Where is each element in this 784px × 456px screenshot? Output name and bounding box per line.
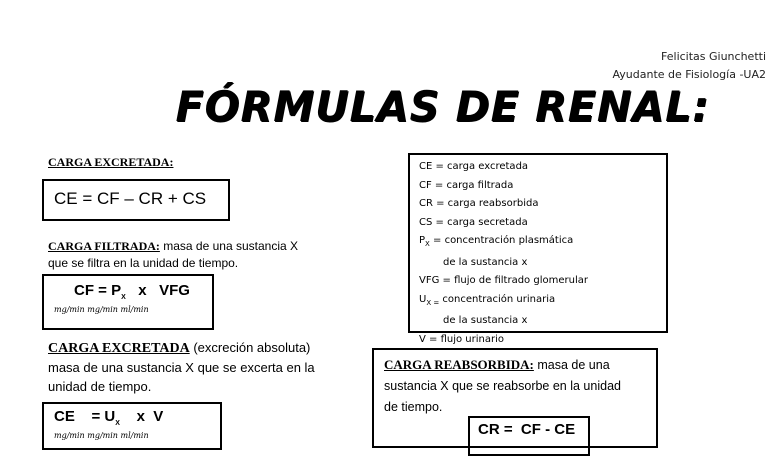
carga-reabsorbida-desc-1: masa de una [537, 358, 610, 372]
legend-px-sub: X [425, 240, 430, 248]
carga-excretada-abs-desc-3: unidad de tiempo. [48, 379, 152, 394]
legend-px-desc: = concentración plasmática [429, 235, 574, 246]
formula-sub: X [121, 294, 126, 301]
carga-reabsorbida-desc-3: de tiempo. [384, 400, 443, 414]
carga-reabsorbida-formula-box [468, 416, 590, 456]
legend-item-px [419, 232, 588, 254]
legend-item-ux-cont: de la sustancia x [443, 315, 528, 326]
formula-sub: X [115, 420, 120, 427]
legend-px-letter: P [419, 235, 426, 246]
formula-rhs: x V [119, 408, 164, 425]
carga-reabsorbida-box [372, 348, 658, 448]
carga-filtrada-formula-box [42, 274, 214, 330]
carga-filtrada-desc-2: que se filtra en la unidad de tiempo. [48, 256, 239, 270]
formula-rhs: x VFG [125, 282, 190, 299]
carga-excretada-abs-units: mg/min mg/min ml/min [54, 431, 149, 440]
carga-reabsorbida-desc-2: sustancia X que se reabsorbe en la unidad [384, 379, 621, 393]
legend-item-cs: CS = carga secretada [419, 216, 528, 228]
carga-excretada-abs-formula-box [42, 402, 222, 450]
legend-box [408, 153, 668, 345]
carga-filtrada-text [48, 238, 348, 272]
legend-item-cr: CR = carga reabsorbida [419, 198, 539, 209]
carga-reabsorbida-text [384, 354, 654, 418]
legend-item-px-cont: de la sustancia x [443, 256, 528, 268]
legend-ux-letter: U [419, 293, 427, 305]
carga-excretada-abs-heading: CARGA EXCRETADA [48, 341, 190, 356]
page-title: FÓRMULAS DE RENAL: [175, 82, 710, 131]
carga-filtrada-heading: CARGA FILTRADA: [48, 239, 160, 253]
legend-item-vfg: VFG = flujo de filtrado glomerular [419, 275, 588, 286]
carga-excretada-abs-desc-2: masa de una sustancia X que se excerta en la [48, 360, 315, 375]
carga-filtrada-formula [74, 282, 190, 301]
carga-excretada-abs-paren: (excreción absoluta) [193, 340, 311, 355]
carga-filtrada-units: mg/min mg/min ml/min [54, 305, 149, 314]
carga-excretada-abs-text [48, 338, 348, 396]
formula-lhs: CF = P [74, 282, 122, 299]
legend-item-ux [419, 291, 588, 313]
carga-excretada-abs-formula [54, 408, 163, 427]
author-block [613, 48, 766, 84]
carga-excretada-formula-box [42, 179, 230, 221]
legend-list [419, 158, 588, 349]
carga-excretada-heading: CARGA EXCRETADA: [48, 155, 174, 169]
legend-item-v: V = flujo urinario [419, 333, 504, 345]
carga-filtrada-desc-1: masa de una sustancia X [163, 239, 298, 253]
carga-reabsorbida-heading: CARGA REABSORBIDA: [384, 357, 534, 372]
author-role: Ayudante de Fisiología -UA2 [612, 68, 766, 81]
formula-lhs: CE = U [54, 408, 116, 425]
author-name: Felicitas Giunchetti [661, 50, 766, 63]
legend-item-cf: CF = carga filtrada [419, 179, 514, 191]
legend-item-ce: CE = carga excretada [419, 161, 529, 172]
carga-reabsorbida-formula: CR = CF - CE [478, 421, 576, 438]
carga-excretada-formula: CE = CF – CR + CS [54, 189, 207, 208]
legend-ux-desc: concentración urinaria [439, 293, 556, 305]
legend-ux-sub: X = [426, 298, 440, 307]
